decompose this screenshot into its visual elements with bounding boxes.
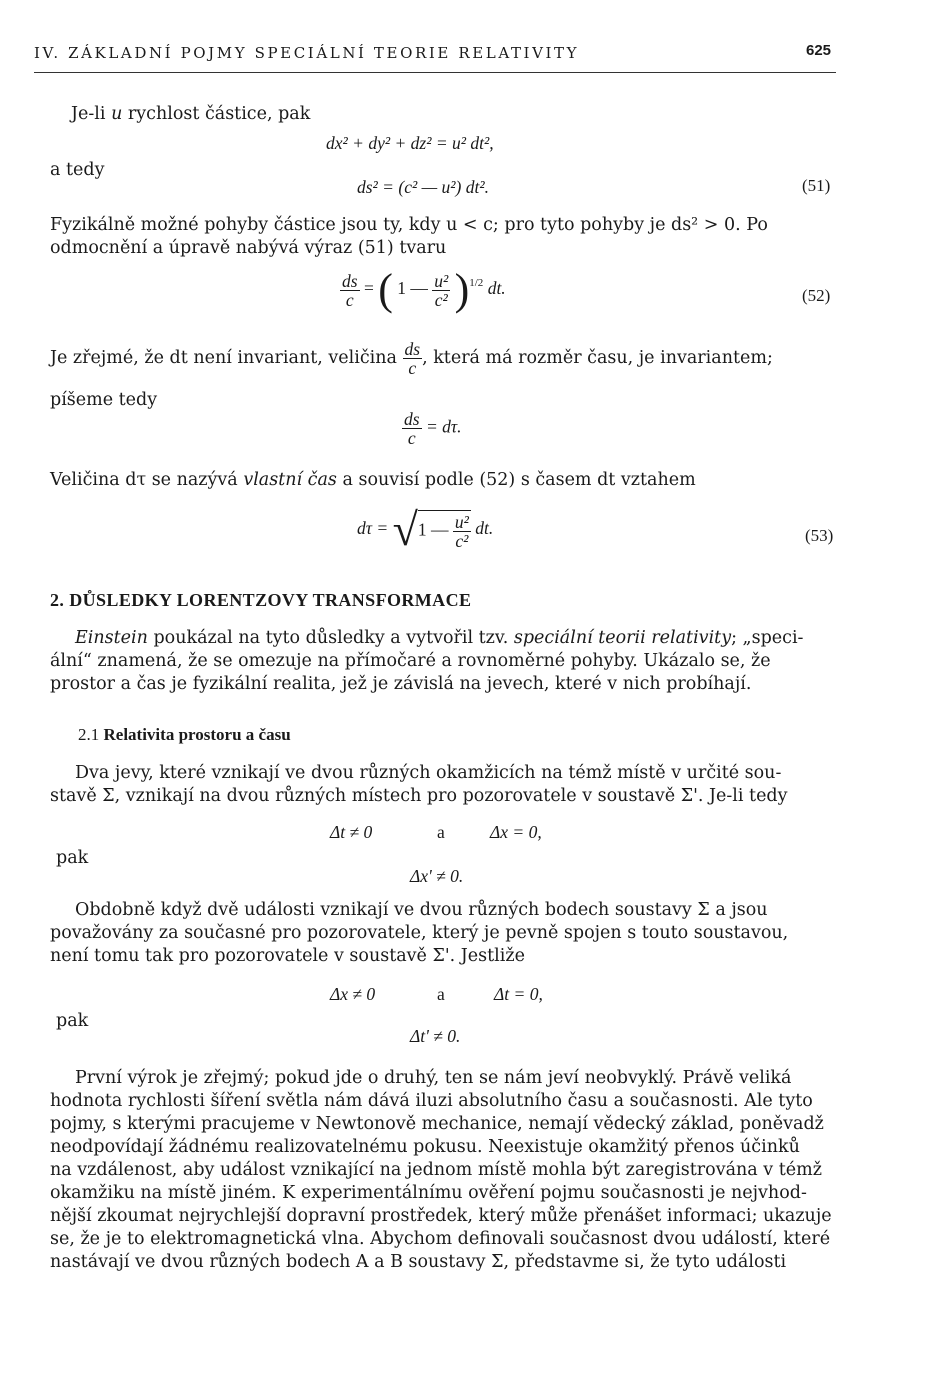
right-paren: ) xyxy=(454,265,470,314)
equation-number-52: (52) xyxy=(802,286,831,305)
left-paren: ( xyxy=(378,265,393,314)
one-minus: 1 — xyxy=(397,278,428,299)
page-number: 625 xyxy=(806,42,832,59)
paragraph-5-line-2: stavě Σ, vznikají na dvou různých místech pro pozorovatele v soustavě Σ'. Je-li tedy xyxy=(50,786,788,806)
equation-number-53: (53) xyxy=(805,526,834,545)
equation-delta-t: Δt ≠ 0 xyxy=(330,822,373,842)
sqrt-sign: √ xyxy=(392,504,418,555)
dt: dt. xyxy=(487,278,506,299)
paragraph-2-line-1: Je zřejmé, že dt není invariant, veličina $\frac{ds}{c}$ , která má rozměr času, je invariantem; xyxy=(50,339,773,378)
exponent: 1/2 xyxy=(469,277,484,290)
equation-a-2: a xyxy=(437,984,445,1004)
paragraph-3: Veličina dτ se nazývá vlastní čas a souvisí podle (52) s časem dt vztahem xyxy=(50,470,696,490)
running-title: IV. ZÁKLADNÍ POJMY SPECIÁLNÍ TEORIE RELATIVITY xyxy=(34,44,580,62)
equals-sign: = xyxy=(363,278,374,299)
paragraph-4-line-3: prostor a čas je fyzikální realita, jež je závislá na jevech, které v nich probíhají. xyxy=(50,674,752,694)
equation-a-1: a xyxy=(437,822,445,842)
equation-delta-x: Δx = 0, xyxy=(490,822,542,842)
paragraph-7-line-6: okamžiku na místě jiném. K experimentálnímu ověření pojmu současnosti je nejvhod- xyxy=(50,1183,807,1203)
paragraph-6-line-2: považovány za současné pro pozorovatele, který je pevně spojen s touto soustavou, xyxy=(50,923,789,943)
paragraph-7-line-4: neodpovídají žádnému realizovatelnému pokusu. Neexistuje okamžitý přenos účinků xyxy=(50,1137,800,1157)
paragraph-7-line-5: na vzdálenost, aby událost vznikající na jednom místě mohla být zaregistrována v témž xyxy=(50,1160,822,1180)
intro-text-a: Je-li xyxy=(71,104,106,124)
fraction-ds-c-inline: $\frac{ds}{c}$ xyxy=(404,339,421,378)
equation-proper-time: $\frac{ds}{c}$ = dτ. xyxy=(404,409,462,448)
paragraph-1-line-1: Fyzikálně možné pohyby částice jsou ty, kdy u < c; pro tyto pohyby je ds² > 0. Po xyxy=(50,215,768,235)
equation-51: ds² = (c² — u²) dt². xyxy=(357,177,489,197)
paragraph-6-line-1: Obdobně když dvě události vznikají ve dvou různých bodech soustavy Σ a jsou xyxy=(75,900,768,920)
equation-velocity: dx² + dy² + dz² = u² dt², xyxy=(326,133,494,153)
equation-52 xyxy=(340,265,506,314)
equation-delta-x-prime: Δx' ≠ 0. xyxy=(410,866,464,886)
paragraph-7-line-7: nější zkoumat nejrychlejší dopravní prostředek, který může přenášet informaci; ukazuje xyxy=(50,1206,832,1226)
equation-delta-t-prime: Δt' ≠ 0. xyxy=(410,1026,461,1046)
pak-1: pak xyxy=(56,848,89,868)
equation-delta-t-2: Δt = 0, xyxy=(494,984,543,1004)
paragraph-7-line-1: První výrok je zřejmý; pokud jde o druhý, ten se nám jeví neobvyklý. Právě veliká xyxy=(75,1068,792,1088)
paragraph-1-line-2: odmocnění a úpravě nabývá výraz (51) tvaru xyxy=(50,238,447,258)
a-tedy: a tedy xyxy=(50,160,105,180)
paragraph-4-line-1: Einstein poukázal na tyto důsledky a vytvořil tzv. speciální teorii relativity; „speci- xyxy=(75,628,804,648)
equation-number-51: (51) xyxy=(802,176,831,195)
paragraph-7-line-3: pojmy, s kterými pracujeme v Newtonově mechanice, nemají vědecký základ, poněvadž xyxy=(50,1114,824,1134)
paragraph-7-line-2: hodnota rychlosti šíření světla nám dává iluzi absolutního času a současnosti. Ale tyto xyxy=(50,1091,813,1111)
section-2-heading: 2. DŮSLEDKY LORENTZOVY TRANSFORMACE xyxy=(50,590,472,610)
intro-line xyxy=(71,104,310,124)
intro-text-b: rychlost částice, pak xyxy=(127,104,311,124)
intro-var-u: u xyxy=(111,104,123,124)
fraction-u2-c2: $\frac{\text{u²}}{\text{c²}}$ xyxy=(434,270,449,310)
paragraph-7-line-9: nastávají ve dvou různých bodech A a B soustavy Σ, představme si, že tyto události xyxy=(50,1252,787,1272)
equation-53: dτ = √1 — $\frac{\text{u²}}{\text{c²}}$ dt. xyxy=(357,504,494,555)
header-rule xyxy=(34,72,836,73)
paragraph-2-line-2: píšeme tedy xyxy=(50,390,158,410)
paragraph-7-line-8: se, že je to elektromagnetická vlna. Abychom definovali současnost dvou událostí, které xyxy=(50,1229,831,1249)
paragraph-6-line-3: není tomu tak pro pozorovatele v soustavě Σ'. Jestliže xyxy=(50,946,525,966)
pak-2: pak xyxy=(56,1011,89,1031)
paragraph-4-line-2: ální“ znamená, že se omezuje na přímočaré a rovnoměrné pohyby. Ukázalo se, že xyxy=(50,651,771,671)
emphasis-proper-time: vlastní čas xyxy=(243,470,337,490)
fraction-ds-c: $\frac{ds}{c}$ xyxy=(342,270,358,310)
section-2-1-heading: 2.1 Relativita prostoru a času xyxy=(78,725,291,744)
equation-delta-x-2: Δx ≠ 0 xyxy=(330,984,376,1004)
paragraph-5-line-1: Dva jevy, které vznikají ve dvou různých okamžicích na témž místě v určité sou- xyxy=(75,763,782,783)
